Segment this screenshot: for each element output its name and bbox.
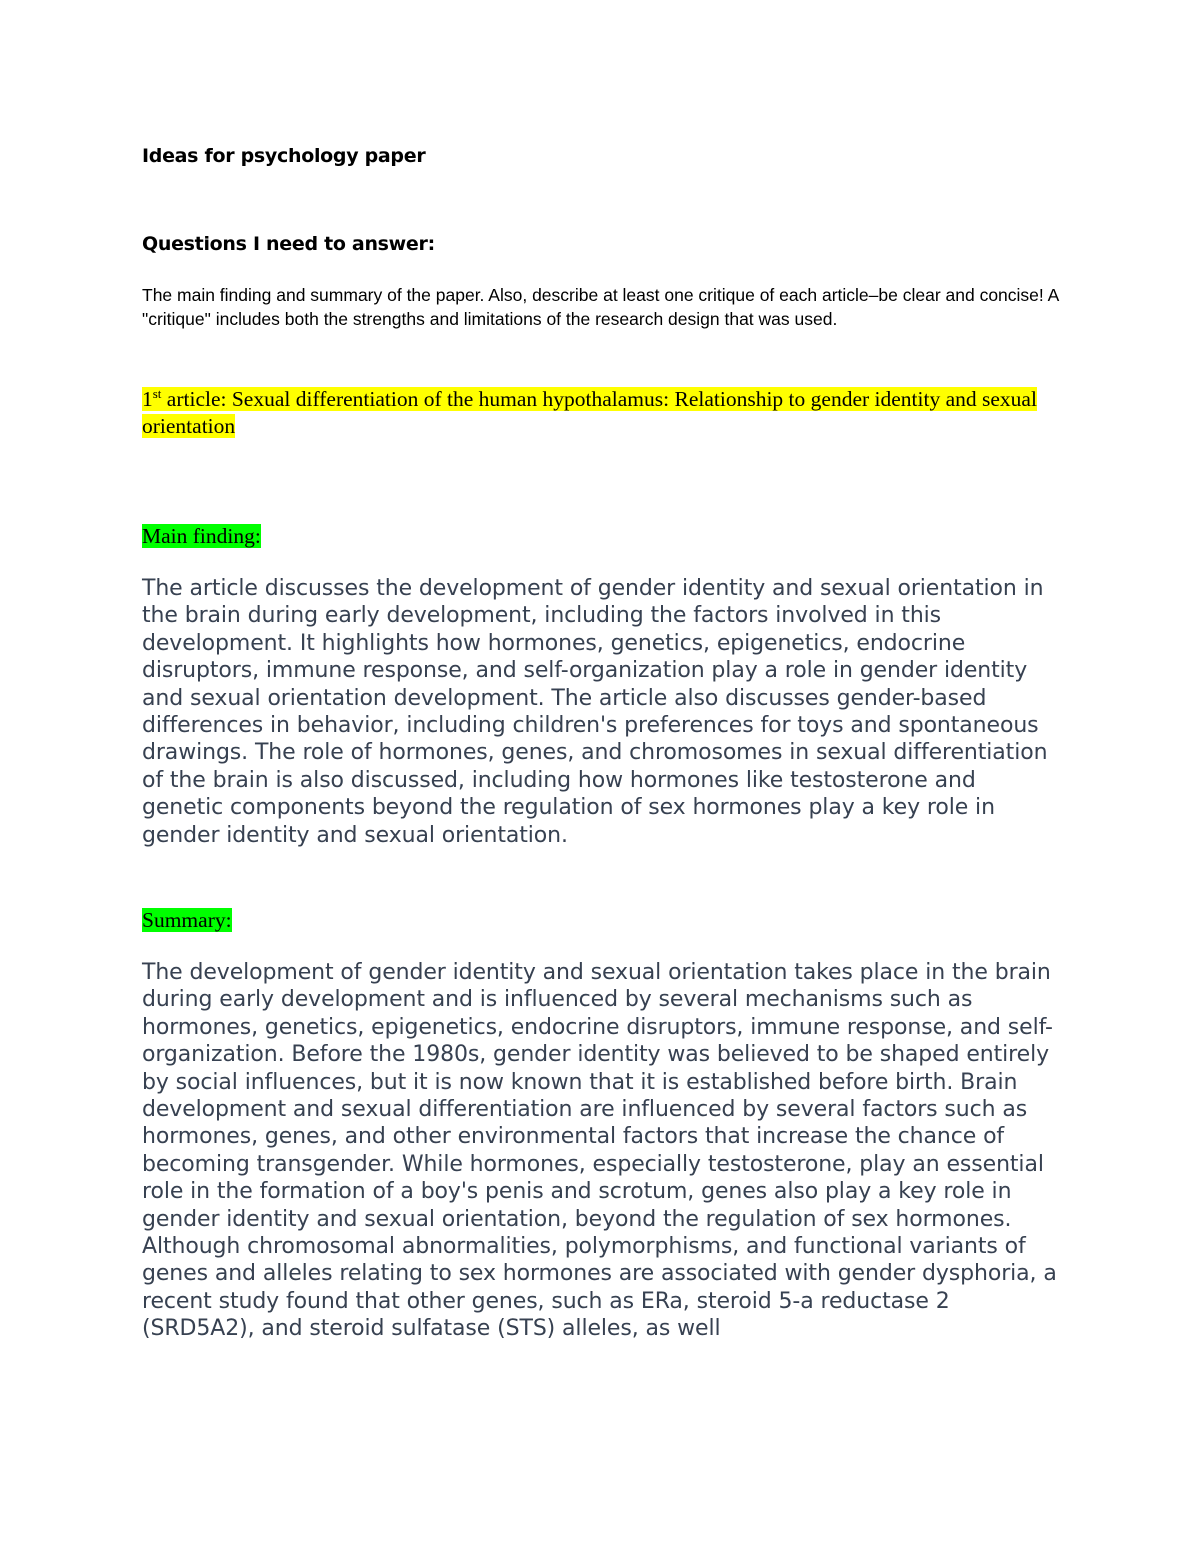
article-number-suffix: st xyxy=(152,386,162,401)
article-title: article: Sexual differentiation of the human hypothalamus: Relationship to gender identity and sexual orientation xyxy=(142,387,1037,438)
article-heading-highlight xyxy=(142,387,1037,438)
document-content xyxy=(142,142,1062,1342)
questions-heading: Questions I need to answer: xyxy=(142,233,435,255)
article-number: 1 xyxy=(142,387,153,411)
instructions-paragraph: The main finding and summary of the paper. Also, describe at least one critique of each article–be clear and concise! A "critique" includes both the strengths and limitations of the research design that was used. xyxy=(142,285,1059,329)
summary-label-highlight: Summary: xyxy=(142,908,232,932)
main-finding-label xyxy=(142,523,261,550)
document-title: Ideas for psychology paper xyxy=(142,145,426,167)
main-finding-text: The article discusses the development of gender identity and sexual orientation in the brain during early development, including the factors involved in this development. It highlights how hormones, genetics, epigenetics, endocrine disruptors, immune response, and self-organization play a role in gender identity and sexual orientation development. The article also discusses gender-based differences in behavior, including children's preferences for toys and spontaneous drawings. The role of hormones, genes, and chromosomes in sexual differentiation of the brain is also discussed, including how hormones like testosterone and genetic components beyond the regulation of sex hormones play a key role in gender identity and sexual orientation. xyxy=(142,576,1048,848)
summary-label xyxy=(142,907,232,934)
main-finding-label-highlight: Main finding: xyxy=(142,524,261,548)
summary-text: The development of gender identity and sexual orientation takes place in the brain during early development and is influenced by several mechanisms such as hormones, genetics, epigenetics, endocrine disruptors, immune response, and self-organization. Before the 1980s, gender identity was believed to be shaped entirely by social influences, but it is now known that it is established before birth. Brain development and sexual differentiation are influenced by several factors such as hormones, genes, and other environmental factors that increase the chance of becoming transgender. While hormones, especially testosterone, play an essential role in the formation of a boy's penis and scrotum, genes also play a key role in gender identity and sexual orientation, beyond the regulation of sex hormones. Although chromosomal abnormalities, polymorphisms, and functional variants of genes and alleles relating to sex hormones are associated with gender dysphoria, a recent study found that other genes, such as ERa, steroid 5-a reductase 2 (SRD5A2), and steroid sulfatase (STS) alleles, as well xyxy=(142,960,1057,1342)
article-heading xyxy=(142,386,1062,440)
